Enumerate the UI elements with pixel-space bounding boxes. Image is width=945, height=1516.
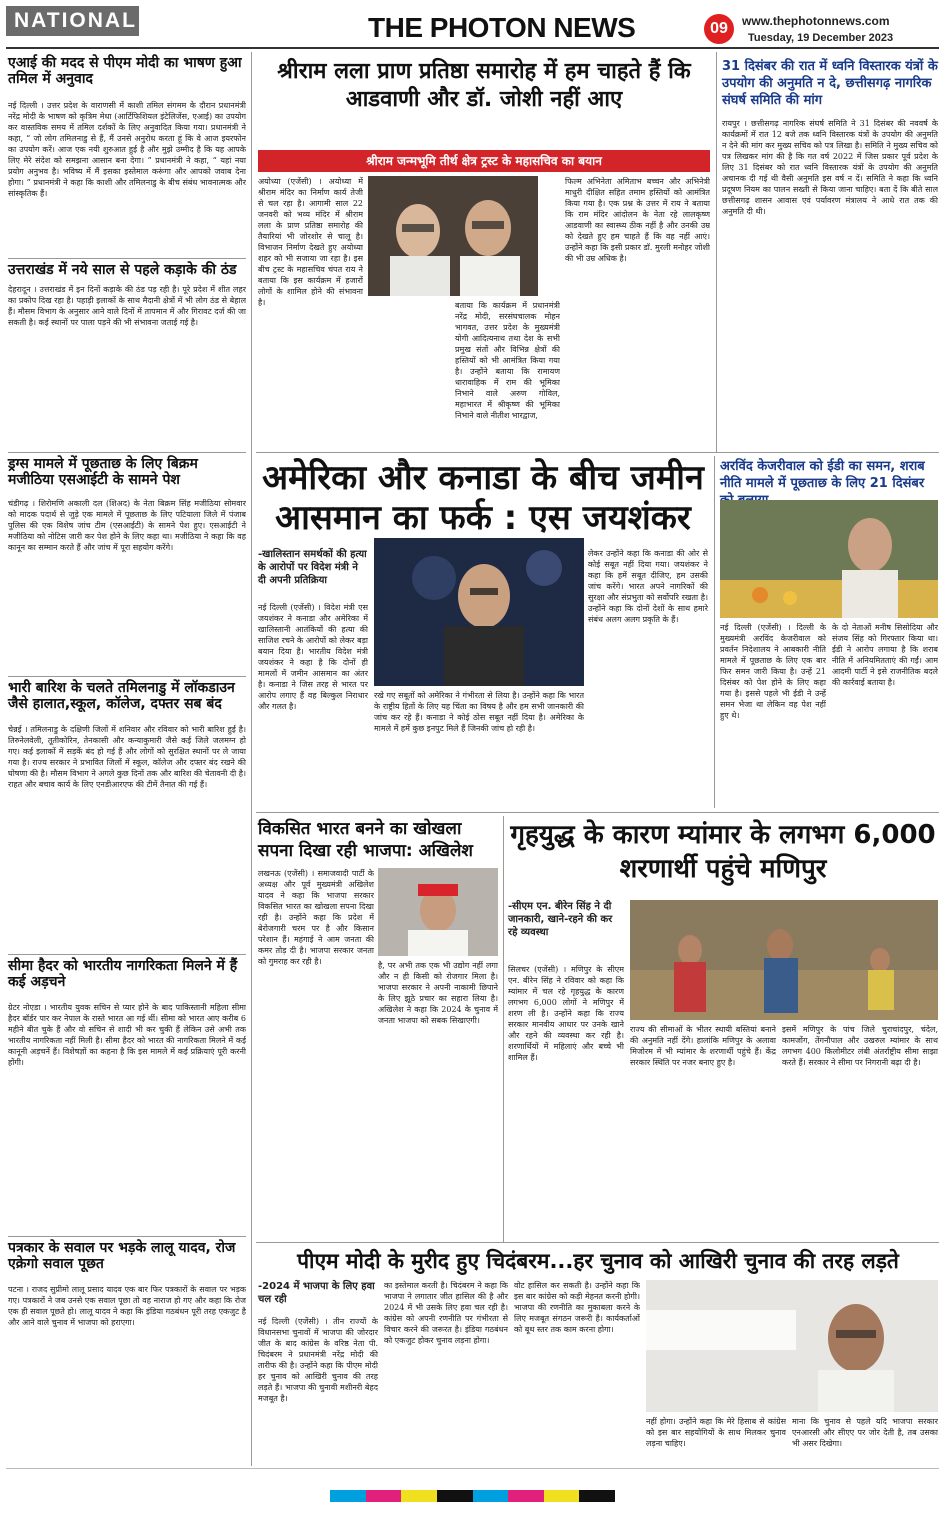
chidambaram-subhead: -2024 में भाजपा के लिए हवा चल रही (258, 1281, 375, 1305)
kejriwal-headline: अरविंद केजरीवाल को ईडी का समन, शराब नीति मामले में पूछताछ के लिए 21 दिसंबर (720, 459, 925, 491)
refugees-photo (630, 900, 938, 1020)
swatch (544, 1490, 580, 1502)
story-title: एआई की मदद से पीएम मोदी का भाषण हुआ तमिल में अनुवाद (8, 55, 242, 88)
akhilesh-illustration (378, 868, 498, 956)
page-number: 09 (704, 14, 734, 44)
chidambaram-body-col5: माना कि चुनाव से पहले यदि भाजपा सरकार एनआरसी और सीएए पर जोर देती है, तब उसका भी असर दिखेगा। (792, 1417, 938, 1448)
myanmar-headline: गृहयुद्ध के कारण म्यांमार के लगभग 6,000 शरणार्थी पहुंचे मणिपुर (510, 820, 936, 884)
myanmar-subhead: -सीएम एन. बीरेन सिंह ने दी जानकारी, खाने-रहने की कर रहे व्यवस्था (508, 901, 613, 938)
jaishankar-subhead: -खालिस्तान समर्थकों की हत्या के आरोपों पर विदेश मंत्री ने दी अपनी प्रतिक्रिया (258, 549, 367, 586)
swatch (473, 1490, 509, 1502)
chidambaram-headline: पीएम मोदी के मुरीद हुए चिदंबरम...हर चुनाव को आखिरी चुनाव की तरह लड़ते (297, 1249, 899, 1273)
chidambaram-illustration (646, 1280, 938, 1412)
story-body: नई दिल्ली । उत्तर प्रदेश के वाराणसी में काशी तमिल संगमम के दौरान प्रधानमंत्री नरेंद्र मोदी के भाषण को कृत्रिम मेधा (आर्टिफिशियल इंटेलिजेंस, एआई) का उपयोग कर वास्तविक समय में तमिल दर्शकों के लिए अनुवादित किया गया। प्रधानमंत्री ने कहा, “ जो लोग तमिलनाडु से हैं, मैं उनसे अनुरोध करता हूं कि वे आज इयरफोन का उपयोग करें। आज एक नयी शुरुआत हुई है और मुझे उम्मीद है कि यह आपके लिए मेरे संदेश को समझना आसान बना देगा। ” प्रधानमंत्री ने कहा, “ यहां नया प्रयोग अनुभव है। भविष्य में मैं इसका इस्तेमाल करूंगा और आपको जवाब देना होगा। ” प्रधानमंत्री ने कहा कि काशी और तमिलनाडु के बीच संबंध भावनात्मक और सांस्कृतिक हैं। (8, 101, 246, 198)
swatch (366, 1490, 402, 1502)
story-divider (8, 452, 246, 453)
lead-body-col1: अयोध्या (एजेंसी) । अयोध्या में श्रीराम मंदिर का निर्माण कार्य तेजी से चल रहा है। आगामी साल 22 जनवरी को भव्य मंदिर में श्रीराम लला के प्राण प्रतिष्ठा समारोह की तैयारियां भी जोरशोर से चालू है। विभाजन निर्माण देखते हुए अयोध्या शहर को भी सजाया जा रहा है। इस बीच ट्रस्ट के महासचिव चंपत राय ने बताया कि इस कार्यक्रम में हजारों लोगों के शामिल होने की संभावना है। (258, 177, 363, 307)
issue-date: Tuesday, 19 December 2023 (748, 32, 894, 44)
chidambaram-photo (646, 1280, 938, 1412)
jaishankar-body-col3: लेकर उन्होंने कहा कि कनाडा की ओर से कोई सबूत नहीं दिया गया। जयशंकर ने कहा कि हमें सबूत दीजिए, हम उसकी जांच करेंगे। भारत अपने नागरिकों की सुरक्षा और संप्रभुता को सर्वोपरि रखता है। उन्होंने कहा कि दोनों देशों के साथ हमारे संबंध अलग अलग प्रकृति के हैं। (588, 549, 708, 624)
story-title: उत्तराखंड में नये साल से पहले कड़ाके की ठंड (8, 262, 237, 278)
section-label-text: NATIONAL (14, 9, 137, 32)
kejriwal-body-col2: के दो नेताओं मनीष सिसोदिया और संजय सिंह को गिरफ्तार किया था। ईडी ने आरोप लगाया है कि शराब नीति में अनियमितताएं की गईं। आम आदमी पार्टी ने इसे राजनीतिक बदले की कार्रवाई बताया है। (832, 623, 938, 687)
center-right-divider (716, 52, 717, 452)
section-rule (256, 1242, 939, 1243)
jaishankar-body-col2: रखे गए सबूतों को अमेरिका ने गंभीरता से लिया है। उन्होंने कहा कि भारत के राष्ट्रीय हितों के लिए यह चिंता का विषय है और हम सभी जानकारी की जांच कर रहे हैं। कनाडा ने कोई ठोस सबूत नहीं दिया है। अमेरिका के मामले में हमें कुछ इनपुट मिले हैं जिनकी जांच हो रही है। (374, 691, 584, 733)
akhilesh-headline: विकसित भारत बनने का खोखला सपना दिखा रही भाजपा: अखिलेश (258, 819, 473, 861)
color-registration-strip (330, 1490, 615, 1502)
story-title: सीमा हैदर को भारतीय नागरिकता मिलने में हैं कई अड़चने (8, 958, 238, 991)
section-rule (256, 812, 939, 813)
section-rule (256, 452, 939, 453)
akhilesh-photo (378, 868, 498, 956)
lead-body-col3: फिल्म अभिनेता अमिताभ बच्चन और अभिनेत्री माधुरी दीक्षित सहित तमाम हस्तियों को आमंत्रित किया गया है। एक प्रश्न के उत्तर में राय ने बताया कि राम मंदिर आंदोलन के नेता रहे लालकृष्ण आडवाणी का स्वास्थ्य ठीक नहीं है और उनकी उम्र को देखते हुए हम चाहते हैं कि वह नहीं आएं। उन्होंने कहा कि इसी प्रकार डॉ. मुरली मनोहर जोशी की भी उम्र अधिक है। (565, 177, 710, 263)
swatch (579, 1490, 615, 1502)
story-body: देहरादून । उत्तराखंड में इन दिनों कड़ाके की ठंड पड़ रही है। पूरे प्रदेश में शीत लहर का प्रकोप दिख रहा है। पहाड़ी इलाकों के साथ मैदानी क्षेत्रों में भी लोग ठंड से बेहाल हैं। मौसम विभाग के अनुसार आने वाले दिनों में तापमान में और गिरावट दर्ज की जा सकती है। कई स्थानों पर पाला पड़ने की भी संभावना जताई गई है। (8, 285, 246, 327)
advani-joshi-photo (368, 176, 538, 296)
section-label (6, 6, 139, 36)
portrait-illustration (368, 176, 538, 296)
story-divider (8, 676, 246, 677)
left-column-divider (251, 52, 252, 1466)
jaishankar-photo (374, 538, 584, 686)
kejriwal-illustration (720, 500, 938, 618)
story-divider (8, 1236, 246, 1237)
lead-body-col2: बताया कि कार्यक्रम में प्रधानमंत्री नरेंद्र मोदी, सरसंघचालक मोहन भागवत, उत्तर प्रदेश के मुख्यमंत्री योगी आदित्यनाथ तथा देश के सभी प्रमुख संतों और विभिन्न क्षेत्रों की हस्तियों को भी आमंत्रित किया गया है। उन्होंने बताया कि रामायण धारावाहिक में राम की भूमिका निभाने वाले अरुण गोविल, महाभारत में श्रीकृष्ण की भूमिका निभाने वाले नीतीश भारद्वाज, (455, 301, 560, 420)
myanmar-body-col3: इसमें मणिपुर के पांच जिले चुराचांदपुर, चंदेल, कामजोंग, तेंगनौपाल और उखरुल म्यांमार के साथ लगभग 400 किलोमीटर लंबी अंतर्राष्ट्रीय सीमा साझा करते हैं। सरकार ने सीमा पर निगरानी बढ़ा दी है। (782, 1025, 938, 1067)
lead-banner-text: श्रीराम जन्मभूमि तीर्थ क्षेत्र ट्रस्ट के महासचिव का बयान (366, 154, 602, 168)
story-body: ग्रेटर नोएडा । भारतीय युवक सचिन से प्यार होने के बाद पाकिस्तानी महिला सीमा हैदर बॉर्डर पार कर नेपाल के रास्ते भारत आ गई थीं। सीमा को भारत आए करीब 6 महीने बीत चुके हैं और वो सचिन से शादी भी कर चुकी हैं लेकिन उसे अभी तक भारतीय नागरिकता नहीं मिली है। सीमा हैदर को भारत की नागरिकता मिलने में कई कानूनी अड़चनें हैं। विशेषज्ञों का कहना है कि इस मामले में कई प्रक्रियाएं पूरी करनी होंगी। (8, 1003, 246, 1067)
kejriwal-divider (714, 456, 715, 808)
akhilesh-body-col1: लखनऊ (एजेंसी) । समाजवादी पार्टी के अध्यक्ष और पूर्व मुख्यमंत्री अखिलेश यादव ने कहा कि भाजपा सरकार विकसित भारत का खोखला सपना दिखा रही है। उन्होंने कहा कि प्रदेश में बेरोजगारी चरम पर है और किसान परेशान हैं। महंगाई ने आम जनता की कमर तोड़ दी है। भाजपा सरकार जनता को गुमराह कर रही है। (258, 869, 374, 966)
chidambaram-body-col1: नई दिल्ली (एजेंसी) । तीन राज्यों के विधानसभा चुनावों में भाजपा की जोरदार जीत के बाद कांग्रेस के वरिष्ठ नेता पी. चिदंबरम ने प्रधानमंत्री नरेंद्र मोदी की तारीफ की है। उन्होंने कहा कि पीएम मोदी हर चुनाव को आखिरी चुनाव की तरह लड़ते हैं। भाजपा की चुनावी मशीनरी बेहद मजबूत है। (258, 1317, 378, 1403)
masthead-rule (6, 47, 939, 49)
swatch (508, 1490, 544, 1502)
paper-name: THE PHOTON NEWS (368, 12, 636, 43)
jaishankar-illustration (374, 538, 584, 686)
myanmar-body-col1: सिलचर (एजेंसी) । मणिपुर के सीएम एन. बीरेन सिंह ने रविवार को कहा कि म्यांमार में चल रहे गृहयुद्ध के कारण लगभग 6,000 लोगों ने मणिपुर में शरण ली है। उन्होंने कहा कि राज्य सरकार मानवीय आधार पर उनके खाने और रहने की व्यवस्था कर रही है। शरणार्थियों में महिलाएं और बच्चे भी शामिल हैं। (508, 965, 624, 1062)
akhilesh-body-col2: है, पर अभी तक एक भी उद्योग नहीं लगा और न ही किसी को रोजगार मिला है। भाजपा सरकार ने अपनी नाकामी छिपाने के लिए झूठे प्रचार का सहारा लिया है। अखिलेश ने कहा कि 2024 के चुनाव में जनता भाजपा को सबक सिखाएगी। (378, 961, 498, 1025)
swatch (401, 1490, 437, 1502)
story-divider (8, 258, 246, 259)
bottom-rule (6, 1468, 939, 1469)
story-title: भारी बारिश के चलते तमिलनाडु में लॉकडाउन जैसे हालात,स्कूल, कॉलेज, दफ्तर सब बंद (8, 680, 235, 713)
chidambaram-body-col3: वोट हासिल कर सकती है। उन्होंने कहा कि इस बार कांग्रेस को कड़ी मेहनत करनी होगी। भाजपा की रणनीति का मुकाबला करने के लिए मजबूत संगठन जरूरी है। कार्यकर्ताओं को बूथ स्तर तक काम करना होगा। (514, 1281, 640, 1334)
chidambaram-body-col2: का इस्तेमाल करती है। चिदंबरम ने कहा कि भाजपा ने लगातार जीत हासिल की है और 2024 में भी उसके लिए हवा चल रही है। कांग्रेस को अपनी रणनीति पर गंभीरता से विचार करने की जरूरत है। इंडिया गठबंधन को एकजुट होकर चुनाव लड़ना होगा। (384, 1281, 508, 1345)
story-body: चेन्नई । तमिलनाडु के दक्षिणी जिलों में शनिवार और रविवार को भारी बारिश हुई है। तिरुनेलवेली, तूतीकोरिन, तेनकासी और कन्याकुमारी जैसे कई जिले जलमग्न हो गए। कई इलाकों में सड़कें बंद हो गई हैं और लोगों को सुरक्षित स्थानों पर ले जाया गया है। राज्य सरकार ने प्रभावित जिलों में स्कूल, कॉलेज और दफ्तर बंद रखने की घोषणा की है। मौसम विभाग ने अगले कुछ दिनों तक और बारिश की चेतावनी दी है। राहत और बचाव कार्य के लिए एनडीआरएफ की टीमें तैनात की गई हैं। (8, 725, 246, 789)
story-divider (8, 954, 246, 955)
lead-headline: श्रीराम लला प्राण प्रतिष्ठा समारोह में हम चाहते हैं कि आडवाणी और डॉ. जोशी नहीं आए (277, 59, 691, 112)
website[interactable]: www.thephotonnews.com (742, 14, 890, 28)
swatch (437, 1490, 473, 1502)
refugees-illustration (630, 900, 938, 1020)
story-body: पटना । राजद सुप्रीमो लालू प्रसाद यादव एक बार फिर पत्रकारों के सवाल पर भड़क गए। पत्रकारों ने जब उनसे एक सवाल पूछा तो वह नाराज हो गए और कहा कि रोज एक ही सवाल पूछते हो। लालू यादव ने कहा कि इंडिया गठबंधन पूरी तरह एकजुट है और आने वाले चुनाव में भाजपा को हराएगा। (8, 1285, 246, 1327)
swatch (330, 1490, 366, 1502)
chidambaram-body-col4: नहीं होगा। उन्होंने कहा कि मेरे हिसाब से कांग्रेस को इस बार सहयोगियों के साथ मिलकर चुनाव लड़ना चाहिए। (646, 1417, 786, 1448)
jaishankar-headline: अमेरिका और कनाडा के बीच जमीन आसमान का फर्क : एस जयशंकर (262, 458, 704, 538)
kejriwal-body-col1: नई दिल्ली (एजेंसी) । दिल्ली के मुख्यमंत्री अरविंद केजरीवाल को प्रवर्तन निदेशालय ने आबकारी नीति मामले में पूछताछ के लिए एक बार फिर समन जारी किया है। उन्हें 21 दिसंबर को पेश होने के लिए कहा गया है। इससे पहले भी ईडी ने उन्हें समन भेजा था लेकिन वह पेश नहीं हुए थे। (720, 623, 826, 720)
story-body: चंडीगढ़ । शिरोमणि अकाली दल (शिअद) के नेता बिक्रम सिंह मजीठिया सोमवार को मादक पदार्थ से जुड़े एक मामले में पूछताछ के लिए पटियाला जिले में पंजाब पुलिस की एक विशेष जांच टीम (एसआईटी) के सामने पेश हुए। एसआईटी ने मजीठिया को नोटिस जारी कर पेश होने के लिए कहा था। मजीठिया ने कहा कि वह कानून का सम्मान करते हैं और जांच में पूरा सहयोग करेंगे। (8, 499, 246, 552)
story-title: पत्रकार के सवाल पर भड़के लालू यादव, रोज एक्रेगो सवाल पूछत (8, 1240, 236, 1273)
akhilesh-divider (503, 816, 504, 1242)
right-headline: 31 दिसंबर की रात में ध्वनि विस्तारक यंत्रों के उपयोग की अनुमति न दे, छत्तीसगढ़ नागरिक संघर्ष समिति की मांग (722, 59, 938, 108)
myanmar-body-col2: राज्य की सीमाओं के भीतर स्थायी बस्तियां बनाने की अनुमति नहीं देंगे। हालांकि मणिपुर के अलावा मिजोरम में भी म्यांमार के शरणार्थी पहुंचे हैं। केंद्र सरकार स्थिति पर नजर बनाए हुए है। (630, 1025, 776, 1067)
right-body: रायपुर । छत्तीसगढ़ नागरिक संघर्ष समिति ने 31 दिसंबर की नववर्ष के कार्यक्रमों में रात 12 बजे तक ध्वनि विस्तारक यंत्रों के उपयोग की अनुमति न देने की मांग कर मुख्य सचिव को पत्र लिखा है। समिति ने मुख्य सचिव को पत्र लिखकर मांग की है कि गत वर्ष 2022 में जिस प्रकार पूर्व प्रदेश के लिए 31 दिसंबर को रात ध्वनि विस्तारक यंत्रों के उपयोग की अनुमति अचानक दी गई थी वैसी अनुमति इस वर्ष न दें। समिति ने कहा कि ध्वनि प्रदूषण नियम का पालन सख्ती से किया जाना चाहिए। बता दें कि बीते साल छत्तीसगढ़ शासन आवास एवं पर्यावरण मंत्रालय ने आधे रात तक की अनुमति दी थी। (722, 119, 938, 216)
jaishankar-body-col1: नई दिल्ली (एजेंसी) । विदेश मंत्री एस जयशंकर ने कनाडा और अमेरिका में खालिस्तानी आतंकियों की हत्या की साजिश रचने के आरोपों को लेकर बड़ा बयान दिया है। भारतीय विदेश मंत्री जयशंकर ने कहा है कि दोनों ही मामलों में जमीन आसमान का अंतर है। कनाडा ने जिस तरह से भारत पर आरोप लगाए हैं वह बिल्कुल निराधार और गलत है। (258, 603, 368, 711)
kejriwal-photo (720, 500, 938, 618)
lead-banner (258, 150, 710, 172)
story-title: ड्रग्स मामले में पूछताछ के लिए बिक्रम मजीठिया एसआईटी के सामने पेश (8, 456, 198, 489)
